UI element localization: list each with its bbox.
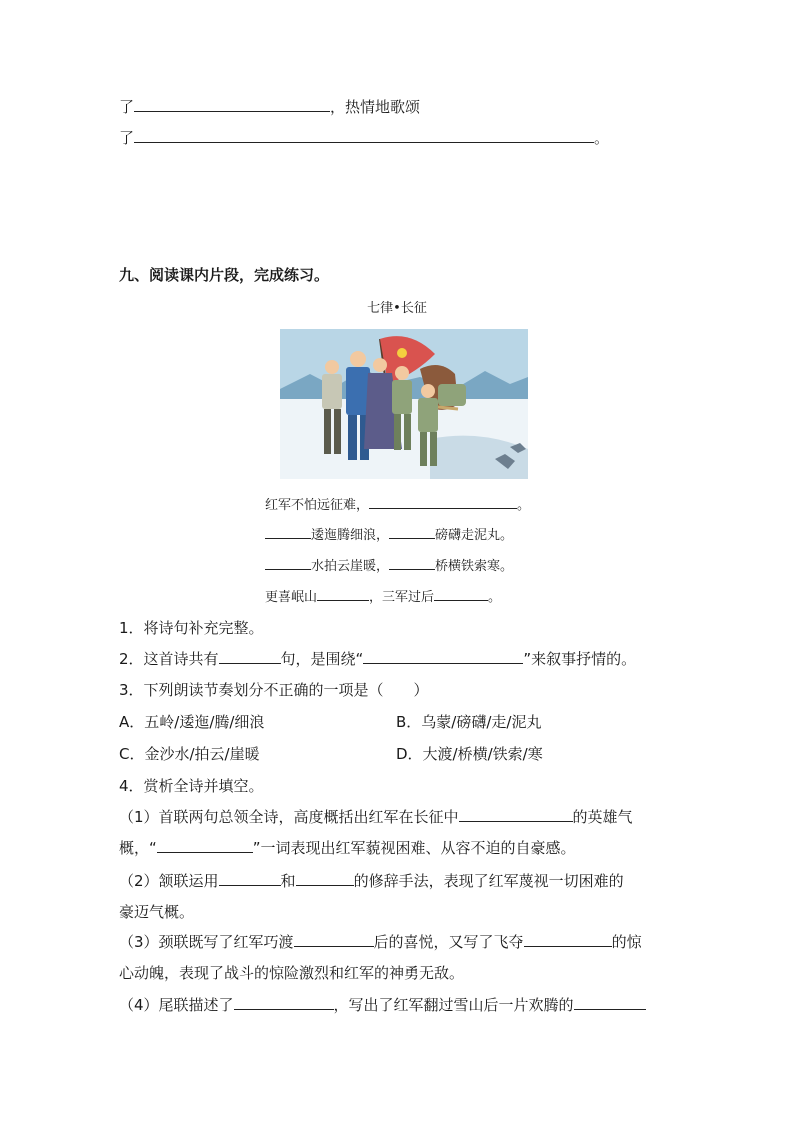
text: 了 xyxy=(119,98,135,116)
question-4: 4．赏析全诗并填空。 xyxy=(119,777,264,795)
blank-field[interactable] xyxy=(219,649,281,664)
question-3: 3．下列朗读节奏划分不正确的一项是（ ） xyxy=(119,681,429,699)
text: 。 xyxy=(594,129,610,147)
text: 了 xyxy=(119,129,135,147)
blank-field[interactable] xyxy=(296,871,354,886)
text: 红军不怕远征难， xyxy=(265,498,370,513)
text: （2）颔联运用 xyxy=(119,872,219,890)
text: 桥横铁索寒。 xyxy=(435,559,514,574)
blank-field[interactable] xyxy=(219,871,281,886)
poem-line-1 xyxy=(265,494,530,513)
blank-field[interactable] xyxy=(389,557,435,570)
question-1: 1．将诗句补充完整。 xyxy=(119,619,264,637)
option-b[interactable]: B．乌蒙/磅礴/走/泥丸 xyxy=(396,713,542,731)
blank-field[interactable] xyxy=(459,807,573,822)
blank-field[interactable] xyxy=(157,838,253,853)
text: 的惊 xyxy=(611,933,642,951)
section-title: 九、阅读课内片段，完成练习。 xyxy=(119,266,330,284)
long-march-illustration xyxy=(280,329,528,479)
blank-field[interactable] xyxy=(389,526,435,539)
text: 水拍云崖暖， xyxy=(311,559,390,574)
blank-field[interactable] xyxy=(134,97,330,112)
answer-line-2 xyxy=(119,128,609,148)
text: 更喜岷山 xyxy=(265,590,318,605)
blank-field[interactable] xyxy=(363,649,523,664)
blank-field[interactable] xyxy=(265,526,311,539)
blank-field[interactable] xyxy=(369,496,517,509)
text: 2．这首诗共有 xyxy=(119,650,219,668)
question-2 xyxy=(119,648,636,669)
text: 的英雄气 xyxy=(572,808,633,826)
text: （3）颈联既写了红军巧渡 xyxy=(119,933,294,951)
text: （1）首联两句总领全诗，高度概括出红军在长征中 xyxy=(119,808,459,826)
text: 句，是围绕“ xyxy=(280,650,364,668)
blank-field[interactable] xyxy=(265,557,311,570)
blank-field[interactable] xyxy=(234,995,334,1010)
text: ”一词表现出红军藐视困难、从容不迫的自豪感。 xyxy=(252,839,576,857)
text: 。 xyxy=(488,590,502,605)
text: 概，“ xyxy=(119,839,157,857)
sub-question-4-line-1 xyxy=(119,994,646,1015)
poem-line-2 xyxy=(265,524,513,543)
poem-line-4 xyxy=(265,586,501,605)
text: 的修辞手法，表现了红军蔑视一切困难的 xyxy=(353,872,624,890)
text: （4）尾联描述了 xyxy=(119,996,234,1014)
text: ，写出了红军翻过雪山后一片欢腾的 xyxy=(333,996,574,1014)
text: 后的喜悦，又写了飞夺 xyxy=(373,933,524,951)
text: ”来叙事抒情的。 xyxy=(523,650,637,668)
text: 和 xyxy=(280,872,296,890)
text: ，热情地歌颂 xyxy=(330,98,421,116)
blank-field[interactable] xyxy=(134,128,594,143)
sub-question-1-line-1 xyxy=(119,806,633,827)
text: 磅礴走泥丸。 xyxy=(435,528,514,543)
sub-question-2-line-2: 豪迈气概。 xyxy=(119,903,195,921)
text: 。 xyxy=(517,498,531,513)
sub-question-1-line-2 xyxy=(119,837,576,858)
poem-title: 七律•长征 xyxy=(367,301,427,316)
blank-field[interactable] xyxy=(294,932,374,947)
blank-field[interactable] xyxy=(524,932,612,947)
option-d[interactable]: D．大渡/桥横/铁索/寒 xyxy=(396,745,543,763)
poem-line-3 xyxy=(265,555,513,574)
answer-line-1 xyxy=(119,97,420,117)
sub-question-3-line-1 xyxy=(119,931,642,952)
blank-field[interactable] xyxy=(574,995,646,1010)
text: 逶迤腾细浪， xyxy=(311,528,390,543)
blank-field[interactable] xyxy=(317,588,369,601)
option-a[interactable]: A．五岭/逶迤/腾/细浪 xyxy=(119,713,265,731)
blank-field[interactable] xyxy=(434,588,488,601)
text: ，三军过后 xyxy=(369,590,435,605)
sub-question-3-line-2: 心动魄，表现了战斗的惊险激烈和红军的神勇无敌。 xyxy=(119,964,465,982)
option-c[interactable]: C．金沙水/拍云/崖暖 xyxy=(119,745,260,763)
sub-question-2-line-1 xyxy=(119,870,624,891)
